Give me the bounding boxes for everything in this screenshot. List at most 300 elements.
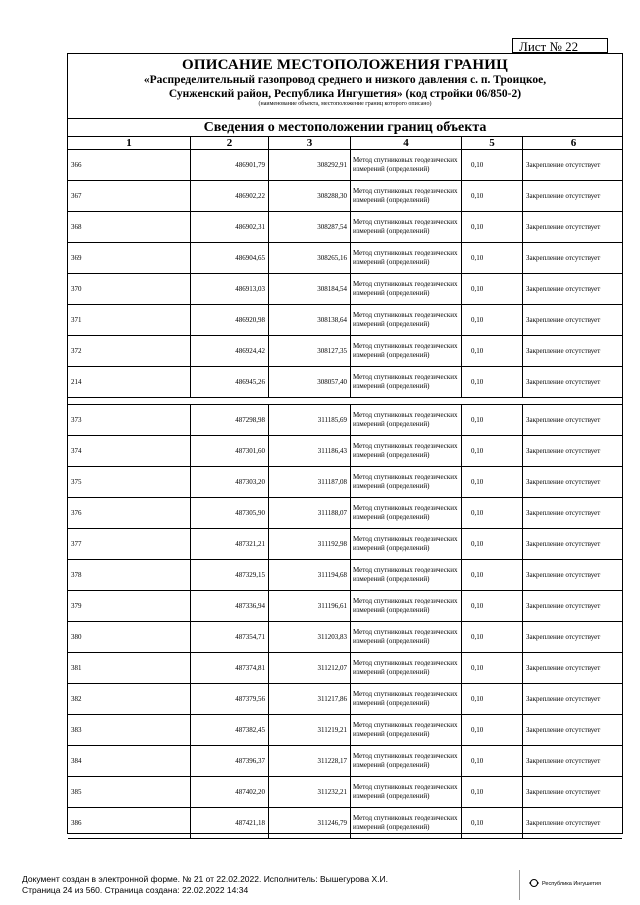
fixation-description-cell (523, 653, 624, 683)
document-frame (67, 53, 623, 834)
accuracy-value-cell (462, 336, 523, 366)
accuracy-value: 0,10 (471, 664, 484, 672)
method-description: Метод спутниковых геодезических измерений (определений) (353, 814, 458, 831)
footer-divider (519, 870, 520, 900)
coordinate-y: 311203,83 (317, 633, 347, 641)
accuracy-value: 0,10 (471, 378, 484, 386)
accuracy-value: 0,10 (471, 254, 484, 262)
coordinate-y: 311196,61 (317, 602, 347, 610)
fixation-description-cell (523, 212, 624, 242)
coordinate-x-cell (191, 591, 269, 621)
method-description: Метод спутниковых геодезических измерений (определений) (353, 690, 458, 707)
method-description: Метод спутниковых геодезических измерений (определений) (353, 156, 458, 173)
method-description-cell (351, 653, 462, 683)
accuracy-value-cell (462, 715, 523, 745)
fixation-description-cell (523, 367, 624, 397)
accuracy-value-cell (462, 305, 523, 335)
fixation-description-cell (523, 591, 624, 621)
table-row (68, 560, 622, 591)
coordinate-y: 311246,79 (317, 819, 347, 827)
coordinate-y: 308287,54 (317, 223, 347, 231)
point-number: 374 (71, 447, 82, 455)
table-row (68, 777, 622, 808)
fixation-description-cell (523, 243, 624, 273)
coordinate-y-cell (269, 436, 351, 466)
table-row (68, 274, 622, 305)
fixation-description-cell (523, 274, 624, 304)
point-number-cell (68, 498, 191, 528)
method-description-cell (351, 529, 462, 559)
coordinate-x-cell (191, 367, 269, 397)
table-row (68, 622, 622, 653)
point-number-cell (68, 436, 191, 466)
coordinate-x: 487301,60 (235, 447, 265, 455)
point-number: 383 (71, 726, 82, 734)
point-number-cell (68, 591, 191, 621)
document-header (68, 54, 622, 119)
accuracy-value-cell (462, 622, 523, 652)
accuracy-value-cell (462, 212, 523, 242)
coordinate-y-cell (269, 746, 351, 776)
coordinate-x-cell (191, 622, 269, 652)
method-description-cell (351, 305, 462, 335)
method-description: Метод спутниковых геодезических измерений (определений) (353, 280, 458, 297)
accuracy-value-cell (462, 591, 523, 621)
accuracy-value: 0,10 (471, 540, 484, 548)
fixation-description-cell (523, 622, 624, 652)
method-description-cell (351, 498, 462, 528)
coordinate-x: 486924,42 (235, 347, 265, 355)
coordinate-y-cell (269, 498, 351, 528)
method-description: Метод спутниковых геодезических измерений (определений) (353, 249, 458, 266)
coordinate-x: 487336,94 (235, 602, 265, 610)
coordinate-y-cell (269, 181, 351, 211)
accuracy-value-cell (462, 684, 523, 714)
coordinate-x: 487396,37 (235, 757, 265, 765)
coordinate-x-cell (191, 243, 269, 273)
coordinate-x-cell (191, 405, 269, 435)
point-number-cell (68, 715, 191, 745)
point-number: 384 (71, 757, 82, 765)
column-header-1: 1 (68, 137, 191, 149)
point-number-cell (68, 181, 191, 211)
fixation-description-cell (523, 305, 624, 335)
method-description-cell (351, 150, 462, 180)
coordinate-x: 487303,20 (235, 478, 265, 486)
method-description: Метод спутниковых геодезических измерений (определений) (353, 628, 458, 645)
fixation-description-cell (523, 467, 624, 497)
method-description-cell (351, 367, 462, 397)
fixation-description-cell (523, 715, 624, 745)
table-row (68, 498, 622, 529)
fixation-description: Закрепление отсутствует (526, 192, 601, 200)
method-description-cell (351, 181, 462, 211)
coordinate-x-cell (191, 746, 269, 776)
coordinate-y: 311219,21 (317, 726, 347, 734)
coordinate-x: 487374,81 (235, 664, 265, 672)
sheet-number-label: Лист № 22 (512, 38, 608, 53)
coordinate-y-cell (269, 467, 351, 497)
accuracy-value: 0,10 (471, 571, 484, 579)
coordinate-x-cell (191, 715, 269, 745)
fixation-description-cell (523, 181, 624, 211)
table-row (68, 467, 622, 498)
method-description-cell (351, 243, 462, 273)
coordinate-x-cell (191, 777, 269, 807)
point-number: 385 (71, 788, 82, 796)
point-number-cell (68, 684, 191, 714)
table-row (68, 305, 622, 336)
accuracy-value: 0,10 (471, 316, 484, 324)
point-number: 381 (71, 664, 82, 672)
coordinate-y-cell (269, 243, 351, 273)
point-number: 373 (71, 416, 82, 424)
fixation-description-cell (523, 808, 624, 838)
column-header-4: 4 (351, 137, 462, 149)
fixation-description: Закрепление отсутствует (526, 602, 601, 610)
fixation-description-cell (523, 777, 624, 807)
coordinate-y: 311188,07 (317, 509, 347, 517)
fixation-description-cell (523, 529, 624, 559)
coordinate-y-cell (269, 622, 351, 652)
point-number: 377 (71, 540, 82, 548)
coordinate-x: 486904,65 (235, 254, 265, 262)
coordinate-y-cell (269, 212, 351, 242)
coordinate-y: 311228,17 (317, 757, 347, 765)
method-description: Метод спутниковых геодезических измерений (определений) (353, 783, 458, 800)
coordinate-x: 487321,21 (235, 540, 265, 548)
accuracy-value: 0,10 (471, 416, 484, 424)
fixation-description: Закрепление отсутствует (526, 161, 601, 169)
point-number: 380 (71, 633, 82, 641)
accuracy-value-cell (462, 243, 523, 273)
document-title: ОПИСАНИЕ МЕСТОПОЛОЖЕНИЯ ГРАНИЦ (182, 57, 508, 73)
method-description: Метод спутниковых геодезических измерений (определений) (353, 566, 458, 583)
point-number: 370 (71, 285, 82, 293)
method-description-cell (351, 467, 462, 497)
fixation-description-cell (523, 684, 624, 714)
point-number: 367 (71, 192, 82, 200)
point-number: 369 (71, 254, 82, 262)
method-description: Метод спутниковых геодезических измерений (определений) (353, 473, 458, 490)
coordinate-y: 308057,40 (317, 378, 347, 386)
method-description: Метод спутниковых геодезических измерений (определений) (353, 187, 458, 204)
point-number: 214 (71, 378, 82, 386)
coordinate-y: 311185,69 (317, 416, 347, 424)
table-row (68, 684, 622, 715)
coordinate-y-cell (269, 405, 351, 435)
fixation-description-cell (523, 498, 624, 528)
table-header-row (68, 137, 622, 150)
accuracy-value: 0,10 (471, 602, 484, 610)
table-row (68, 405, 622, 436)
coordinate-x: 486901,79 (235, 161, 265, 169)
coordinate-y: 308265,16 (317, 254, 347, 262)
point-number: 379 (71, 602, 82, 610)
method-description: Метод спутниковых геодезических измерений (определений) (353, 721, 458, 738)
coordinate-x-cell (191, 808, 269, 838)
coordinate-y: 311187,08 (317, 478, 347, 486)
method-description-cell (351, 436, 462, 466)
fixation-description-cell (523, 405, 624, 435)
fixation-description: Закрепление отсутствует (526, 819, 601, 827)
method-description: Метод спутниковых геодезических измерений (определений) (353, 373, 458, 390)
accuracy-value: 0,10 (471, 509, 484, 517)
accuracy-value: 0,10 (471, 223, 484, 231)
coordinate-x: 486920,98 (235, 316, 265, 324)
point-number-cell (68, 336, 191, 366)
coordinate-x: 486902,22 (235, 192, 265, 200)
republic-emblem-icon (528, 878, 540, 888)
accuracy-value: 0,10 (471, 757, 484, 765)
table-row (68, 591, 622, 622)
column-header-3: 3 (269, 137, 351, 149)
accuracy-value-cell (462, 498, 523, 528)
fixation-description: Закрепление отсутствует (526, 478, 601, 486)
coordinate-x-cell (191, 150, 269, 180)
point-number-cell (68, 746, 191, 776)
accuracy-value: 0,10 (471, 347, 484, 355)
coordinate-x-cell (191, 467, 269, 497)
accuracy-value: 0,10 (471, 695, 484, 703)
method-description: Метод спутниковых геодезических измерений (определений) (353, 411, 458, 428)
footer-line-1: Документ создан в электронной форме. № 21 от 22.02.2022. Исполнитель: Вышегурова Х.И. (22, 874, 389, 884)
coordinate-x-cell (191, 684, 269, 714)
coordinate-y-cell (269, 715, 351, 745)
table-row (68, 746, 622, 777)
coordinate-x-cell (191, 560, 269, 590)
coordinate-x: 487382,45 (235, 726, 265, 734)
coordinate-x-cell (191, 498, 269, 528)
fixation-description-cell (523, 746, 624, 776)
fixation-description: Закрепление отсутствует (526, 633, 601, 641)
fixation-description: Закрепление отсутствует (526, 223, 601, 231)
coordinate-x-cell (191, 274, 269, 304)
method-description: Метод спутниковых геодезических измерений (определений) (353, 311, 458, 328)
method-description: Метод спутниковых геодезических измерений (определений) (353, 442, 458, 459)
fixation-description: Закрепление отсутствует (526, 316, 601, 324)
coordinate-x-cell (191, 653, 269, 683)
fixation-description: Закрепление отсутствует (526, 757, 601, 765)
coordinate-y-cell (269, 274, 351, 304)
accuracy-value-cell (462, 653, 523, 683)
section-title: Сведения о местоположении границ объекта (68, 119, 622, 137)
point-number-cell (68, 808, 191, 838)
coordinate-x: 486902,31 (235, 223, 265, 231)
table-row (68, 653, 622, 684)
accuracy-value: 0,10 (471, 726, 484, 734)
column-header-6: 6 (570, 137, 577, 149)
table-row (68, 715, 622, 746)
fixation-description-cell (523, 150, 624, 180)
method-description: Метод спутниковых геодезических измерений (определений) (353, 342, 458, 359)
coordinate-y: 308292,91 (317, 161, 347, 169)
accuracy-value: 0,10 (471, 447, 484, 455)
fixation-description: Закрепление отсутствует (526, 540, 601, 548)
point-number: 376 (71, 509, 82, 517)
column-header-5: 5 (462, 137, 523, 149)
table-row (68, 808, 622, 839)
accuracy-value: 0,10 (471, 285, 484, 293)
fixation-description: Закрепление отсутствует (526, 254, 601, 262)
coordinate-x: 486945,26 (235, 378, 265, 386)
point-number: 386 (71, 819, 82, 827)
method-description-cell (351, 212, 462, 242)
fixation-description: Закрепление отсутствует (526, 509, 601, 517)
point-number-cell (68, 560, 191, 590)
coordinate-x-cell (191, 529, 269, 559)
fixation-description: Закрепление отсутствует (526, 695, 601, 703)
coordinate-y-cell (269, 150, 351, 180)
coordinate-y: 311186,43 (317, 447, 347, 455)
coordinate-x: 487421,18 (235, 819, 265, 827)
accuracy-value-cell (462, 405, 523, 435)
object-name-line-1: «Распределительный газопровод среднего и низкого давления с. п. Троицкое, (143, 74, 547, 86)
accuracy-value-cell (462, 150, 523, 180)
table-row (68, 367, 622, 398)
point-number-cell (68, 622, 191, 652)
coordinate-x: 487298,98 (235, 416, 265, 424)
object-name-caption: (наименование объекта, местоположение границ которого описано) (258, 101, 432, 107)
coordinate-y: 308184,54 (317, 285, 347, 293)
accuracy-value-cell (462, 367, 523, 397)
point-number: 375 (71, 478, 82, 486)
coordinate-y: 311192,98 (317, 540, 347, 548)
method-description-cell (351, 336, 462, 366)
method-description-cell (351, 622, 462, 652)
coordinate-x-cell (191, 336, 269, 366)
accuracy-value: 0,10 (471, 788, 484, 796)
coordinate-y-cell (269, 591, 351, 621)
method-description-cell (351, 715, 462, 745)
method-description: Метод спутниковых геодезических измерений (определений) (353, 218, 458, 235)
method-description-cell (351, 560, 462, 590)
point-number-cell (68, 467, 191, 497)
footer-line-2: Страница 24 из 560. Страница создана: 22.02.2022 14:34 (22, 885, 249, 895)
accuracy-value: 0,10 (471, 161, 484, 169)
point-number: 371 (71, 316, 82, 324)
point-number: 382 (71, 695, 82, 703)
coordinate-x: 487402,20 (235, 788, 265, 796)
point-number: 378 (71, 571, 82, 579)
fixation-description: Закрепление отсутствует (526, 664, 601, 672)
method-description-cell (351, 405, 462, 435)
accuracy-value: 0,10 (471, 192, 484, 200)
accuracy-value: 0,10 (471, 478, 484, 486)
coordinate-y: 308138,64 (317, 316, 347, 324)
coordinate-y: 311194,68 (317, 571, 347, 579)
accuracy-value-cell (462, 808, 523, 838)
coordinate-x-cell (191, 212, 269, 242)
fixation-description: Закрепление отсутствует (526, 347, 601, 355)
point-number-cell (68, 777, 191, 807)
method-description-cell (351, 684, 462, 714)
accuracy-value-cell (462, 181, 523, 211)
accuracy-value: 0,10 (471, 633, 484, 641)
table-row (68, 529, 622, 560)
coordinate-y-cell (269, 336, 351, 366)
accuracy-value-cell (462, 529, 523, 559)
accuracy-value-cell (462, 274, 523, 304)
coordinate-y: 308127,35 (317, 347, 347, 355)
coordinate-y: 311232,21 (317, 788, 347, 796)
method-description: Метод спутниковых геодезических измерений (определений) (353, 597, 458, 614)
fixation-description-cell (523, 560, 624, 590)
method-description: Метод спутниковых геодезических измерений (определений) (353, 504, 458, 521)
accuracy-value-cell (462, 560, 523, 590)
coordinate-y: 311212,07 (317, 664, 347, 672)
coordinate-y: 311217,86 (317, 695, 347, 703)
fixation-description: Закрепление отсутствует (526, 788, 601, 796)
coordinate-y-cell (269, 560, 351, 590)
method-description: Метод спутниковых геодезических измерений (определений) (353, 659, 458, 676)
coordinate-x: 486913,03 (235, 285, 265, 293)
point-number-cell (68, 150, 191, 180)
method-description-cell (351, 274, 462, 304)
coordinate-y-cell (269, 808, 351, 838)
fixation-description: Закрепление отсутствует (526, 571, 601, 579)
point-number: 368 (71, 223, 82, 231)
coordinate-x-cell (191, 436, 269, 466)
coordinate-y-cell (269, 653, 351, 683)
point-number-cell (68, 212, 191, 242)
point-number-cell (68, 405, 191, 435)
point-number-cell (68, 305, 191, 335)
coordinate-x-cell (191, 305, 269, 335)
accuracy-value-cell (462, 467, 523, 497)
method-description: Метод спутниковых геодезических измерений (определений) (353, 535, 458, 552)
method-description: Метод спутниковых геодезических измерений (определений) (353, 752, 458, 769)
point-number-cell (68, 274, 191, 304)
fixation-description: Закрепление отсутствует (526, 378, 601, 386)
method-description-cell (351, 746, 462, 776)
coordinate-x-cell (191, 181, 269, 211)
object-name-line-2: Сунженский район, Республика Ингушетия» (код стройки 06/850-2) (168, 88, 522, 100)
table-row (68, 243, 622, 274)
fixation-description: Закрепление отсутствует (526, 726, 601, 734)
method-description-cell (351, 591, 462, 621)
point-number: 372 (71, 347, 82, 355)
point-number-cell (68, 367, 191, 397)
accuracy-value: 0,10 (471, 819, 484, 827)
fixation-description: Закрепление отсутствует (526, 285, 601, 293)
coordinate-y-cell (269, 367, 351, 397)
coordinate-y: 308288,30 (317, 192, 347, 200)
coordinate-x: 487354,71 (235, 633, 265, 641)
coordinate-y-cell (269, 529, 351, 559)
point-number: 366 (71, 161, 82, 169)
coordinate-y-cell (269, 684, 351, 714)
table-row (68, 181, 622, 212)
accuracy-value-cell (462, 777, 523, 807)
coordinate-y-cell (269, 305, 351, 335)
point-number-cell (68, 529, 191, 559)
table-row (68, 150, 622, 181)
coordinate-x: 487305,90 (235, 509, 265, 517)
document-footer (22, 874, 388, 896)
accuracy-value-cell (462, 436, 523, 466)
footer-logo-text: Республика Ингушетия (542, 881, 601, 887)
column-header-2: 2 (191, 137, 269, 149)
coordinate-x: 487329,15 (235, 571, 265, 579)
method-description-cell (351, 777, 462, 807)
table-group-separator (68, 398, 622, 405)
coordinate-y-cell (269, 777, 351, 807)
fixation-description-cell (523, 336, 624, 366)
point-number-cell (68, 653, 191, 683)
fixation-description: Закрепление отсутствует (526, 447, 601, 455)
table-row (68, 336, 622, 367)
